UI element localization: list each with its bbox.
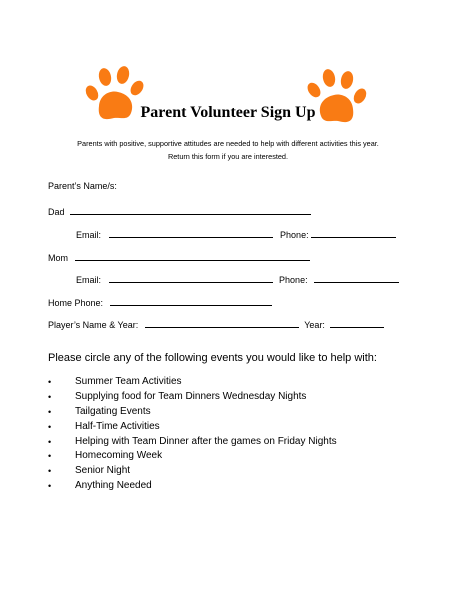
mom-label: Mom [48,253,68,263]
event-item[interactable]: • Half-Time Activities [48,420,337,435]
dad-contact-row [76,228,396,240]
events-prompt: Please circle any of the following events you would like to help with: [48,352,377,364]
parents-name-label: Parent’s Name/s: [48,181,117,191]
bullet-icon: • [48,377,52,387]
year-label: Year: [304,320,325,330]
home-phone-row [48,296,272,308]
player-name-label: Player’s Name & Year: [48,320,139,330]
intro-line-2: Return this form if you are interested. [167,152,289,161]
bullet-icon: • [48,451,52,462]
dad-phone-field[interactable] [311,228,396,238]
home-phone-label: Home Phone: [48,298,104,308]
event-item[interactable]: • Tailgating Events [48,405,337,420]
dad-row [48,205,311,217]
bullet-icon: • [48,436,52,447]
event-item[interactable]: • Senior Night [48,464,337,479]
bullet-icon: • [48,421,52,432]
dad-email-field[interactable] [109,228,273,238]
event-item[interactable]: • Summer Team Activities [48,375,337,390]
mom-email-label: Email: [76,275,102,285]
mom-email-field[interactable] [109,273,273,283]
dad-label: Dad [48,207,65,217]
mom-phone-label: Phone: [279,275,308,285]
home-phone-field[interactable] [110,296,272,306]
bullet-icon: • [48,391,52,402]
dad-phone-label: Phone: [280,230,309,240]
player-name-field[interactable] [145,318,299,328]
event-item[interactable]: • Supplying food for Team Dinners Wednesday Nights [48,390,337,405]
year-field[interactable] [330,318,384,328]
mom-name-field[interactable] [75,251,310,261]
mom-contact-row [76,273,399,285]
bullet-icon: • [48,466,52,477]
player-row [48,318,384,330]
dad-email-label: Email: [76,230,102,240]
event-item[interactable]: • Anything Needed [48,479,337,494]
event-item[interactable]: • Homecoming Week [48,449,337,464]
dad-name-field[interactable] [70,205,311,215]
bullet-icon: • [48,481,52,492]
bullet-icon: • [48,406,52,417]
mom-phone-field[interactable] [314,273,399,283]
page-title: Parent Volunteer Sign Up [140,104,316,121]
event-item[interactable]: • Helping with Team Dinner after the games on Friday Nights [48,435,337,450]
mom-row [48,251,310,263]
events-list [48,375,337,494]
intro-line-1: Parents with positive, supportive attitudes are needed to help with different activities this year. [77,139,379,148]
